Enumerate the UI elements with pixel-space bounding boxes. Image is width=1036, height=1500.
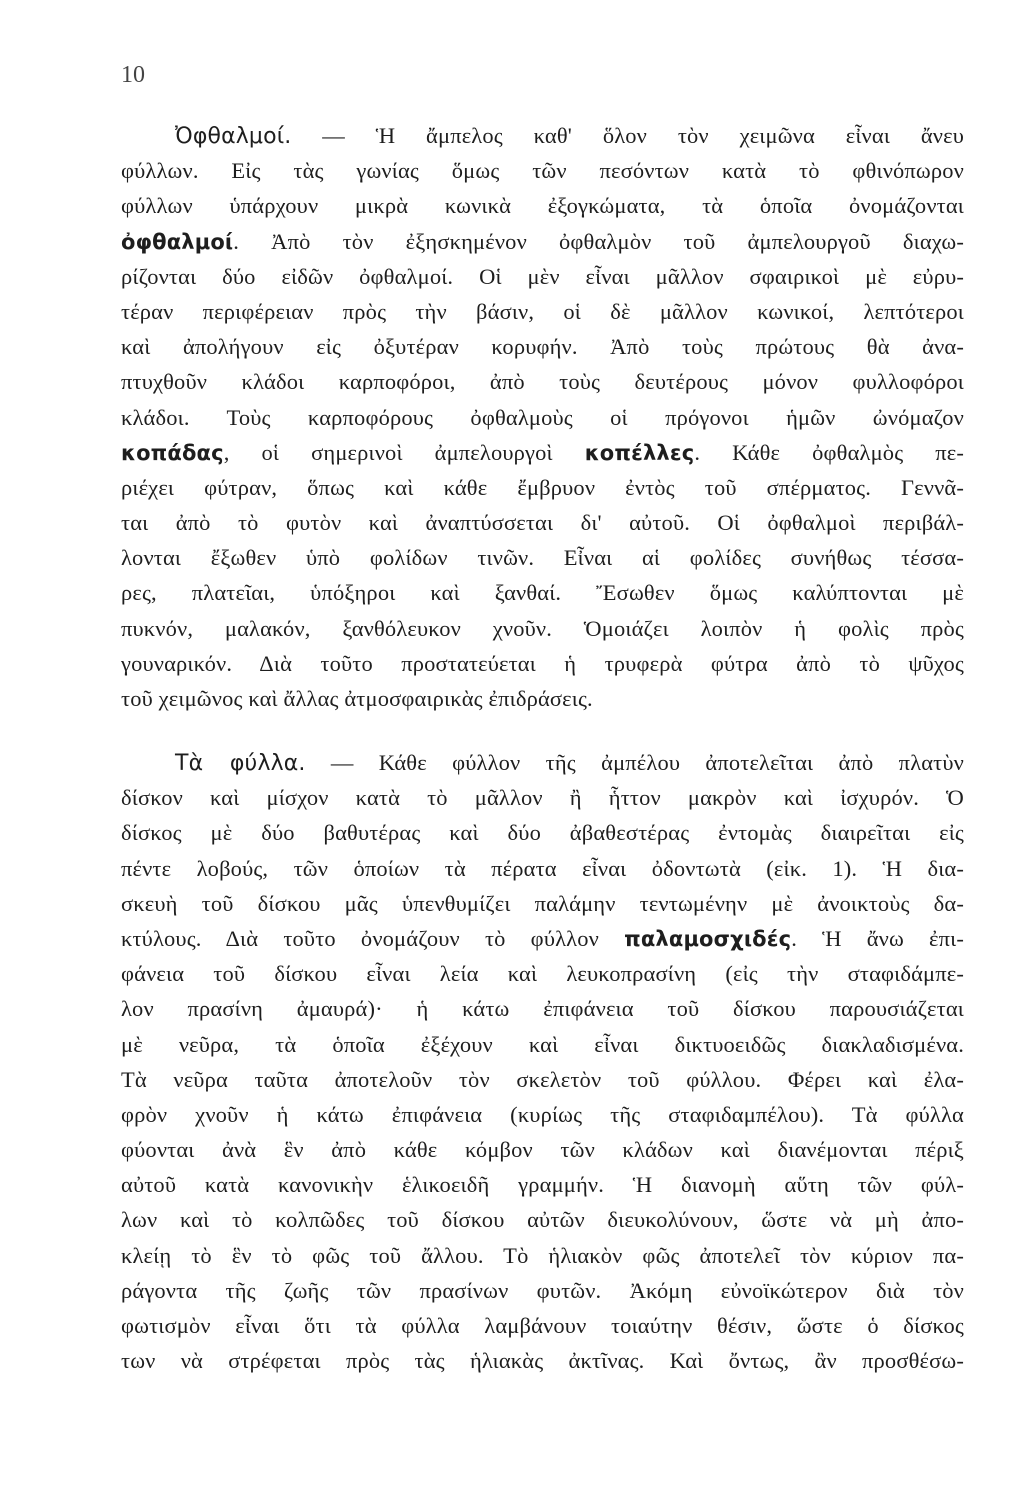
section-fylla [121,745,964,1414]
text-line: ὀφθαλμοί. Ἀπὸ τὸν ἐξησκημένον ὀφθαλμὸν τοῦ ἀμπελουργοῦ διαχω- [121,228,964,254]
bold-term: κοπέλλες [584,440,695,465]
bold-term: παλαμοσχιδές [624,926,792,951]
text-line: των νὰ στρέφεται πρὸς τὰς ἡλιακὰς ἀκτῖνας. Καὶ ὄντως, ἂν προσθέσω- [121,1348,964,1374]
text-line: ρίζονται δύο εἰδῶν ὀφθαλμοί. Οἱ μὲν εἶναι μᾶλλον σφαιρικοὶ μὲ εὐρυ- [121,263,964,289]
text-line: ρες, πλατεῖαι, ὑπόξηροι καὶ ξανθαί. Ἔσωθεν ὅμως καλύπτονται μὲ [121,580,964,606]
text-line: Τὰ νεῦρα ταῦτα ἀποτελοῦν τὸν σκελετὸν τοῦ φύλλου. Φέρει καὶ ἐλα- [121,1066,964,1092]
text-line: αὐτοῦ κατὰ κανονικὴν ἑλικοειδῆ γραμμήν. Ἡ διανομὴ αὕτη τῶν φύλ- [121,1172,964,1198]
text-line: Τὰ φύλλα. — Κάθε φύλλον τῆς ἀμπέλου ἀποτελεῖται ἀπὸ πλατὺν [175,750,964,776]
bold-term: ὀφθαλμοί [121,229,234,254]
section-heading: Ὀφθαλμοί. [175,124,292,149]
text-line: γουναρικόν. Διὰ τοῦτο προστατεύεται ἡ τρυφερὰ φύτρα ἀπὸ τὸ ψῦχος [121,650,964,676]
text-line: φωτισμὸν εἶναι ὅτι τὰ φύλλα λαμβάνουν τοιαύτην θέσιν, ὥστε ὁ δίσκος [121,1313,964,1338]
page-number: 10 [121,62,145,88]
text-line: φάνεια τοῦ δίσκου εἶναι λεία καὶ λευκοπρασίνη (εἰς τὴν σταφιδάμπε- [121,961,964,987]
text-line: Ὀφθαλμοί. — Ἡ ἄμπελος καθ' ὅλον τὸν χειμῶνα εἶναι ἄνευ [175,123,964,149]
text-line: πτυχθοῦν κλάδοι καρποφόροι, ἀπὸ τοὺς δευτέρους μόνον φυλλοφόροι [121,369,964,395]
text-line: κλείῃ τὸ ἓν τὸ φῶς τοῦ ἄλλου. Τὸ ἡλιακὸν φῶς ἀποτελεῖ τὸν κύριον πα- [121,1242,964,1268]
text-line: ριέχει φύτραν, ὅπως καὶ κάθε ἔμβρυον ἐντὸς τοῦ σπέρματος. Γεννᾶ- [121,474,964,500]
text-line: μὲ νεῦρα, τὰ ὁποῖα ἐξέχουν καὶ εἶναι δικτυοειδῶς διακλαδισμένα. [121,1031,964,1057]
text-line: κοπάδας, οἱ σημερινοὶ ἀμπελουργοὶ κοπέλλες. Κάθε ὀφθαλμὸς πε- [121,439,965,465]
text-line: πέντε λοβούς, τῶν ὁποίων τὰ πέρατα εἶναι ὀδοντωτὰ (εἰκ. 1). Ἡ δια- [121,855,964,881]
text-line: δίσκος μὲ δύο βαθυτέρας καὶ δύο ἀβαθεστέρας ἐντομὰς διαιρεῖται εἰς [121,820,964,846]
text-line: φύονται ἀνὰ ἓν ἀπὸ κάθε κόμβον τῶν κλάδων καὶ διανέμονται πέριξ [121,1137,964,1163]
text-line [121,1378,964,1413]
text-line: φρὸν χνοῦν ἡ κάτω ἐπιφάνεια (κυρίως τῆς σταφιδαμπέλου). Τὰ φύλλα [121,1101,964,1127]
text-line: πυκνόν, μαλακόν, ξανθόλευκον χνοῦν. Ὁμοιάζει λοιπὸν ἡ φολὶς πρὸς [121,615,964,641]
text-line: φύλλων ὑπάρχουν μικρὰ κωνικὰ ἐξογκώματα, τὰ ὁποῖα ὀνομάζονται [121,193,964,219]
text-line: κλάδοι. Τοὺς καρποφόρους ὀφθαλμοὺς οἱ πρόγονοι ἡμῶν ὠνόμαζον [121,404,964,430]
text-line: λων καὶ τὸ κολπῶδες τοῦ δίσκου αὐτῶν διευκολύνουν, ὥστε νὰ μὴ ἀπο- [121,1207,964,1233]
text-line: τέραν περιφέρειαν πρὸς τὴν βάσιν, οἱ δὲ μᾶλλον κωνικοί, λεπτότεροι [121,298,964,324]
section-heading: Τὰ φύλλα. [175,751,306,776]
text-line: ται ἀπὸ τὸ φυτὸν καὶ ἀναπτύσσεται δι' αὐτοῦ. Οἱ ὀφθαλμοὶ περιβάλ- [121,510,964,536]
text-line: φύλλων. Εἰς τὰς γωνίας ὅμως τῶν πεσόντων κατὰ τὸ φθινόπωρον [121,158,964,184]
text-line: λον πρασίνη ἀμαυρά)· ἡ κάτω ἐπιφάνεια τοῦ δίσκου παρουσιάζεται [121,996,964,1022]
bold-term: κοπάδας [121,440,224,465]
text-line: κτύλους. Διὰ τοῦτο ὀνομάζουν τὸ φύλλον παλαμοσχιδές. Ἡ ἄνω ἐπι- [121,925,965,951]
text-line: καὶ ἀπολήγουν εἰς ὀξυτέραν κορυφήν. Ἀπὸ τοὺς πρώτους θὰ ἀνα- [121,334,964,360]
section-ophthalmoi [121,118,964,716]
text-line: λονται ἔξωθεν ὑπὸ φολίδων τινῶν. Εἶναι αἱ φολίδες συνήθως τέσσα- [121,545,964,571]
text-line: δίσκον καὶ μίσχον κατὰ τὸ μᾶλλον ἢ ἧττον μακρὸν καὶ ἰσχυρόν. Ὁ [121,785,964,811]
text-line: τοῦ χειμῶνος καὶ ἄλλας ἀτμοσφαιρικὰς ἐπιδράσεις. [121,686,593,711]
text-line: σκευὴ τοῦ δίσκου μᾶς ὑπενθυμίζει παλάμην τεντωμένην μὲ ἀνοικτοὺς δα- [121,890,964,916]
text-line: ράγοντα τῆς ζωῆς τῶν πρασίνων φυτῶν. Ἀκόμη εὐνοϊκώτερον διὰ τὸν [121,1277,964,1303]
